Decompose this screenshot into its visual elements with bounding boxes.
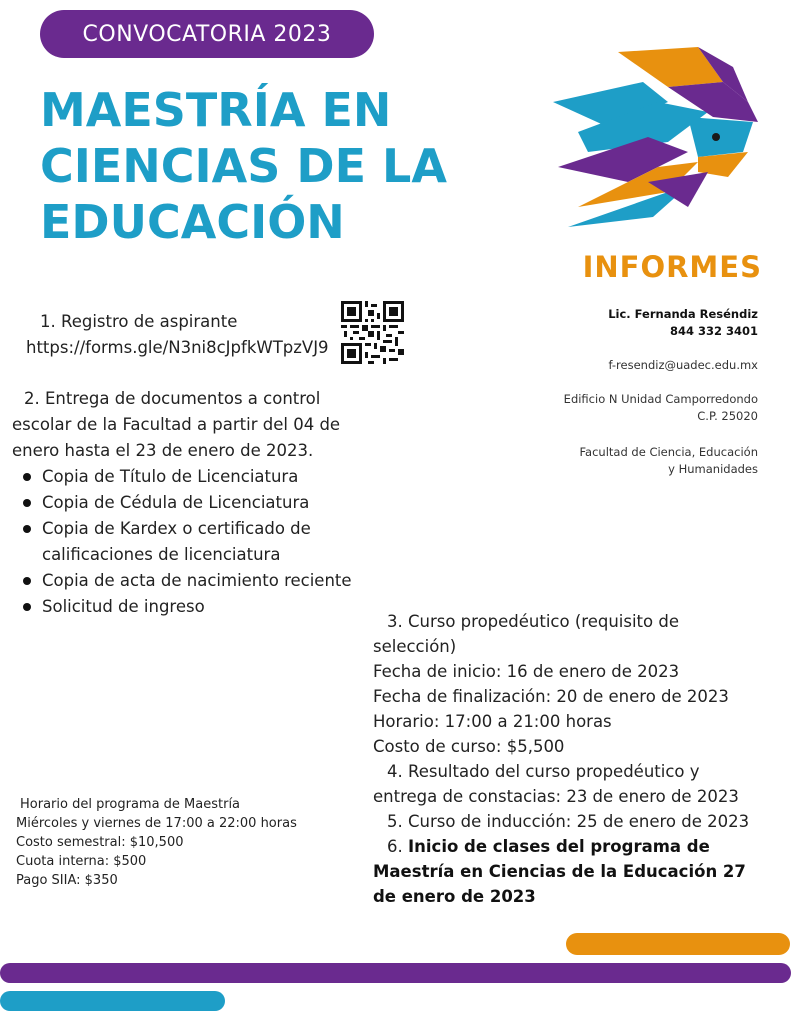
bullet-icon: [23, 577, 31, 585]
step4-line-1: 4. Resultado del curso propedéutico y: [387, 762, 700, 781]
step-registration: [26, 309, 346, 361]
title-line-3: EDUCACIÓN: [40, 195, 345, 249]
contact-person: [520, 306, 758, 340]
step6-bold-2: Maestría en Ciencias de la Educación 27: [373, 862, 746, 881]
document-label: Copia de Kardex o certificado de: [42, 519, 311, 538]
title-line-2: CIENCIAS DE LA: [40, 139, 447, 193]
program-schedule-days: Miércoles y viernes de 17:00 a 22:00 horas: [16, 816, 297, 831]
list-item: [12, 594, 357, 620]
contact-name: Lic. Fernanda Reséndiz: [608, 307, 758, 321]
semester-cost: Costo semestral: $10,500: [16, 835, 184, 850]
title-line-1: MAESTRÍA EN: [40, 83, 392, 137]
bullet-icon: [23, 603, 31, 611]
step6-bold-3: de enero de 2023: [373, 887, 536, 906]
step-documents-line-3: enero hasta el 23 de enero de 2023.: [12, 441, 314, 460]
documents-list: [12, 464, 357, 620]
document-label: Copia de Cédula de Licenciatura: [42, 493, 310, 512]
step6-prefix: 6.: [387, 837, 408, 856]
faculty-line-1: Facultad de Ciencia, Educación: [579, 445, 758, 459]
bullet-icon: [23, 499, 31, 507]
bullet-icon: [23, 525, 31, 533]
bullet-icon: [23, 473, 31, 481]
course-start-date: Fecha de inicio: 16 de enero de 2023: [373, 662, 680, 681]
step6-line-1: [373, 834, 763, 859]
steps-course: [373, 609, 763, 909]
document-label: Copia de acta de nacimiento reciente: [42, 571, 352, 590]
siia-payment: Pago SIIA: $350: [16, 873, 118, 888]
internal-fee: Cuota interna: $500: [16, 854, 147, 869]
course-cost: Costo de curso: $5,500: [373, 737, 565, 756]
list-item: [12, 516, 357, 568]
decorative-bar-orange: [566, 933, 790, 955]
convocatoria-badge: [40, 10, 374, 58]
contact-address: [520, 391, 758, 425]
contact-faculty: [520, 444, 758, 478]
decorative-bar-purple: [0, 963, 791, 983]
program-schedule-title: Horario del programa de Maestría: [20, 797, 241, 812]
step3-line-2: selección): [373, 637, 457, 656]
faculty-line-2: y Humanidades: [668, 462, 758, 476]
contact-email: f-resendiz@uadec.edu.mx: [608, 358, 758, 372]
step4-line-2: entrega de constacias: 23 de enero de 2023: [373, 787, 739, 806]
document-label: Solicitud de ingreso: [42, 597, 205, 616]
informes-heading: INFORMES: [582, 250, 762, 284]
step-documents-line-1: 2. Entrega de documentos a control: [24, 389, 321, 408]
lion-head-logo-icon: [548, 42, 760, 232]
step-documents-line-2: escolar de la Facultad a partir del 04 de: [12, 415, 341, 434]
step-documents: [12, 386, 357, 620]
registration-url[interactable]: https://forms.gle/N3ni8cJpfkWTpzVJ9: [26, 338, 329, 357]
document-label-continuation: calificaciones de licenciatura: [42, 545, 281, 564]
page-title: [40, 82, 500, 250]
contact-postal-code: C.P. 25020: [697, 409, 758, 423]
step5: 5. Curso de inducción: 25 de enero de 2023: [387, 812, 750, 831]
list-item: [12, 568, 357, 594]
step3-line-1: 3. Curso propedéutico (requisito de: [387, 612, 679, 631]
list-item: [12, 490, 357, 516]
contact-building: Edificio N Unidad Camporredondo: [563, 392, 758, 406]
document-label: Copia de Título de Licenciatura: [42, 467, 299, 486]
step6-bold-1: Inicio de clases del programa de: [408, 837, 710, 856]
course-end-date: Fecha de finalización: 20 de enero de 2023: [373, 687, 729, 706]
convocatoria-badge-label: CONVOCATORIA 2023: [82, 21, 332, 47]
step-registration-label: 1. Registro de aspirante: [40, 312, 238, 331]
course-schedule: Horario: 17:00 a 21:00 horas: [373, 712, 612, 731]
contact-phone: 844 332 3401: [669, 324, 758, 338]
list-item: [12, 464, 357, 490]
qr-code-icon: [341, 301, 404, 364]
decorative-bar-blue: [0, 991, 225, 1011]
program-schedule: [16, 795, 346, 890]
